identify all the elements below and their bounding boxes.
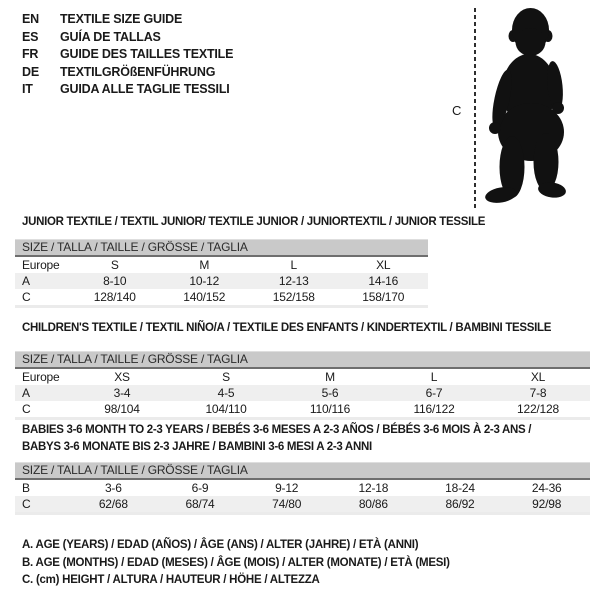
table-row xyxy=(15,257,428,273)
size-value-cell: XL xyxy=(376,258,391,272)
size-value-cell: 14-16 xyxy=(368,274,399,288)
language-label: GUIDA ALLE TAGLIE TESSILI xyxy=(60,82,230,96)
language-code: DE xyxy=(22,64,39,79)
heading-line: JUNIOR TEXTILE / TEXTIL JUNIOR/ TEXTILE JUNIOR / JUNIORTEXTIL / JUNIOR TESSILE xyxy=(22,216,486,228)
size-value-cell: 116/122 xyxy=(413,402,455,416)
footnote-a: A. AGE (YEARS) / EDAD (AÑOS) / ÂGE (ANS) / ALTER (JAHRE) / ETÀ (ANNI) xyxy=(22,539,419,551)
language-label: GUIDE DES TAILLES TEXTILE xyxy=(60,47,234,61)
size-value-cell: 3-4 xyxy=(113,386,131,400)
child-silhouette-icon xyxy=(478,4,578,207)
junior-section-heading xyxy=(22,214,485,231)
language-row-es xyxy=(22,29,233,47)
language-code: FR xyxy=(22,47,39,61)
language-code: ES xyxy=(22,29,39,44)
size-value-cell: 74/80 xyxy=(272,497,302,511)
row-label: C xyxy=(22,497,31,511)
row-label: C xyxy=(22,402,31,416)
junior-size-table xyxy=(15,239,428,308)
size-value-cell: 104/110 xyxy=(205,402,247,416)
footnote-list xyxy=(22,537,450,590)
size-value-cell: 4-5 xyxy=(217,386,235,400)
footnote-c: C. (cm) HEIGHT / ALTURA / HAUTEUR / HÖHE / ALTEZZA xyxy=(22,574,320,586)
children-size-table xyxy=(15,351,590,420)
height-measure-label: C xyxy=(452,103,462,118)
size-value-cell: 152/158 xyxy=(272,290,315,304)
table-row xyxy=(15,369,590,385)
size-value-cell: 110/116 xyxy=(309,402,351,416)
language-list xyxy=(22,11,233,99)
size-value-cell: 12-13 xyxy=(278,274,309,288)
row-label: B xyxy=(22,481,30,495)
size-header-bar: SIZE / TALLA / TAILLE / GRÖSSE / TAGLIA xyxy=(15,462,590,480)
size-value-cell: 9-12 xyxy=(275,481,299,495)
size-value-cell: 7-8 xyxy=(529,386,547,400)
size-value-cell: XS xyxy=(114,370,130,384)
language-code: IT xyxy=(22,82,33,96)
row-label: Europe xyxy=(22,258,60,272)
size-value-cell: 5-6 xyxy=(321,386,339,400)
language-row-en xyxy=(22,11,233,29)
heading-line: BABIES 3-6 MONTH TO 2-3 YEARS / BEBÉS 3-6 MESES A 2-3 AÑOS / BÉBÉS 3-6 MOIS À 2-3 ANS / xyxy=(22,424,532,436)
row-label: C xyxy=(22,290,31,304)
language-code: EN xyxy=(22,12,39,26)
size-value-cell: 6-7 xyxy=(425,386,443,400)
footnote-b: B. AGE (MONTHS) / EDAD (MESES) / ÂGE (MOIS) / ALTER (MONATE) / ETÀ (MESI) xyxy=(22,556,450,569)
size-value-cell: 3-6 xyxy=(104,481,122,495)
language-row-de xyxy=(22,64,233,82)
size-value-cell: 86/92 xyxy=(445,497,475,511)
size-header-bar: SIZE / TALLA / TAILLE / GRÖSSE / TAGLIA xyxy=(15,239,428,257)
size-value-cell: 18-24 xyxy=(445,481,475,495)
heading-line: CHILDREN'S TEXTILE / TEXTIL NIÑO/A / TEXTILE DES ENFANTS / KINDERTEXTIL / BAMBINI TESSILE xyxy=(22,322,552,334)
table-row xyxy=(15,401,590,417)
row-label: Europe xyxy=(22,370,60,384)
language-label: TEXTILGRÖßENFÜHRUNG xyxy=(60,64,216,79)
table-row xyxy=(15,480,590,496)
table-row xyxy=(15,273,428,289)
language-row-fr xyxy=(22,46,233,64)
size-header-bar: SIZE / TALLA / TAILLE / GRÖSSE / TAGLIA xyxy=(15,351,590,369)
table-row xyxy=(15,289,428,305)
size-value-cell: 12-18 xyxy=(358,481,389,495)
table-row xyxy=(15,385,590,401)
size-value-cell: 158/170 xyxy=(362,290,405,304)
heading-line: BABYS 3-6 MONATE BIS 2-3 JAHRE / BAMBINI 3-6 MESI A 2-3 ANNI xyxy=(22,440,372,453)
size-value-cell: 24-36 xyxy=(531,481,562,495)
size-value-cell: 62/68 xyxy=(98,497,128,511)
children-section-heading xyxy=(22,320,551,337)
size-value-cell: L xyxy=(290,258,297,272)
size-value-cell: 8-10 xyxy=(103,274,127,288)
size-value-cell: M xyxy=(325,370,335,384)
language-label: GUÍA DE TALLAS xyxy=(60,29,161,44)
size-value-cell: 80/86 xyxy=(358,497,388,511)
size-value-cell: 140/152 xyxy=(183,290,226,304)
language-row-it xyxy=(22,81,233,99)
size-value-cell: 6-9 xyxy=(191,481,209,495)
size-value-cell: M xyxy=(199,258,210,272)
size-value-cell: L xyxy=(430,370,438,384)
language-label: TEXTILE SIZE GUIDE xyxy=(60,12,183,26)
size-value-cell: S xyxy=(110,258,119,272)
row-label: A xyxy=(22,386,30,400)
babies-size-table xyxy=(15,462,590,515)
size-value-cell: 92/98 xyxy=(532,497,562,511)
babies-section-heading xyxy=(22,422,531,455)
size-value-cell: XL xyxy=(530,370,546,384)
row-label: A xyxy=(22,274,30,288)
size-value-cell: 98/104 xyxy=(104,402,140,416)
height-measure-dashed-line xyxy=(474,8,476,210)
size-value-cell: 128/140 xyxy=(93,290,136,304)
size-value-cell: 10-12 xyxy=(189,274,220,288)
size-value-cell: 122/128 xyxy=(517,402,559,416)
table-row xyxy=(15,496,590,512)
size-value-cell: 68/74 xyxy=(185,497,215,511)
size-value-cell: S xyxy=(222,370,230,384)
